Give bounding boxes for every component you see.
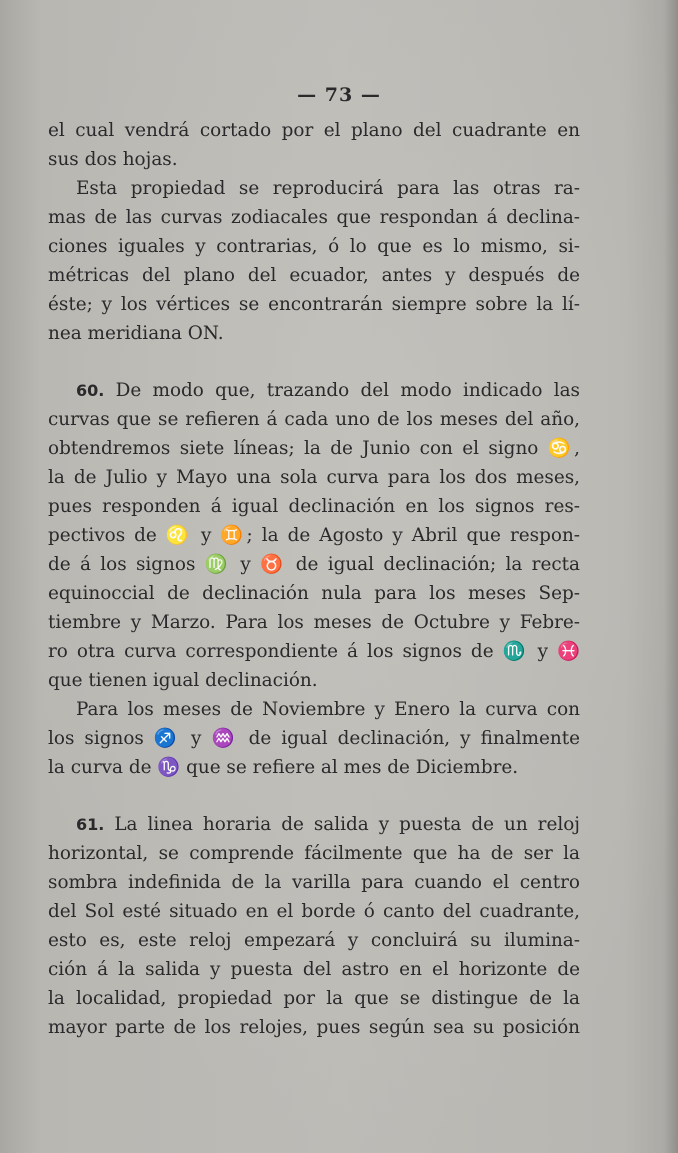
page-number: — 73 —	[297, 84, 381, 106]
text-line: curvas que se refieren á cada uno de los meses del año,	[48, 409, 580, 430]
text-line: la de Julio y Mayo una sola curva para los dos meses,	[48, 467, 580, 488]
text-line: la localidad, propiedad por la que se distingue de la	[48, 988, 580, 1009]
text-line: pectivos de ♌ y ♊; la de Agosto y Abril que respon-	[48, 525, 580, 546]
text-line: equinoccial de declinación nula para los meses Sep-	[48, 583, 580, 604]
page-body	[48, 116, 580, 1042]
text-line: obtendremos siete líneas; la de Junio con el signo ♋,	[48, 438, 580, 459]
paragraph-gap	[48, 348, 580, 376]
text-line: métricas del plano del ecuador, antes y después de	[48, 265, 580, 286]
text-line: sombra indefinida de la varilla para cuando el centro	[48, 872, 580, 893]
text-line: que tienen igual declinación.	[48, 670, 318, 691]
text-line: La linea horaria de salida y puesta de un reloj	[114, 814, 580, 835]
text-line: ciones iguales y contrarias, ó lo que es lo mismo, si-	[48, 236, 580, 257]
section-60-first-line	[48, 376, 580, 405]
text-line: del Sol esté situado en el borde ó canto del cuadrante,	[48, 901, 580, 922]
text-line: nea meridiana ON.	[48, 323, 224, 344]
text-line: tiembre y Marzo. Para los meses de Octubre y Febre-	[48, 612, 580, 633]
text-line: el cual vendrá cortado por el plano del cuadrante en	[48, 120, 580, 141]
text-line: pues responden á igual declinación en los signos res-	[48, 496, 580, 517]
text-line: Esta propiedad se reproducirá para las otras ra-	[76, 178, 580, 199]
text-line: la curva de ♑ que se refiere al mes de Diciembre.	[48, 757, 519, 778]
text-line: mayor parte de los relojes, pues según sea su posición	[48, 1017, 580, 1038]
text-line: esto es, este reloj empezará y concluirá su ilumina-	[48, 930, 580, 951]
text-line: ro otra curva correspondiente á los signos de ♏ y ♓	[48, 641, 580, 662]
text-line: sus dos hojas.	[48, 149, 178, 170]
text-line: mas de las curvas zodiacales que respondan á declina-	[48, 207, 580, 228]
text-line: horizontal, se comprende fácilmente que ha de ser la	[48, 843, 580, 864]
text-line: los signos ♐ y ♒ de igual declinación, y finalmente	[48, 728, 580, 749]
text-line: ción á la salida y puesta del astro en el horizonte de	[48, 959, 580, 980]
text-line: de á los signos ♍ y ♉ de igual declinación; la recta	[48, 554, 580, 575]
page-edge-shadow	[664, 0, 678, 1153]
section-number-60: 60.	[76, 381, 105, 400]
text-line: Para los meses de Noviembre y Enero la curva con	[76, 699, 580, 720]
text-line: éste; y los vértices se encontrarán siempre sobre la lí-	[48, 294, 580, 315]
section-61-first-line	[48, 810, 580, 839]
paragraph-gap	[48, 782, 580, 810]
section-number-61: 61.	[76, 815, 105, 834]
text-line: De modo que, trazando del modo indicado las	[115, 380, 580, 401]
